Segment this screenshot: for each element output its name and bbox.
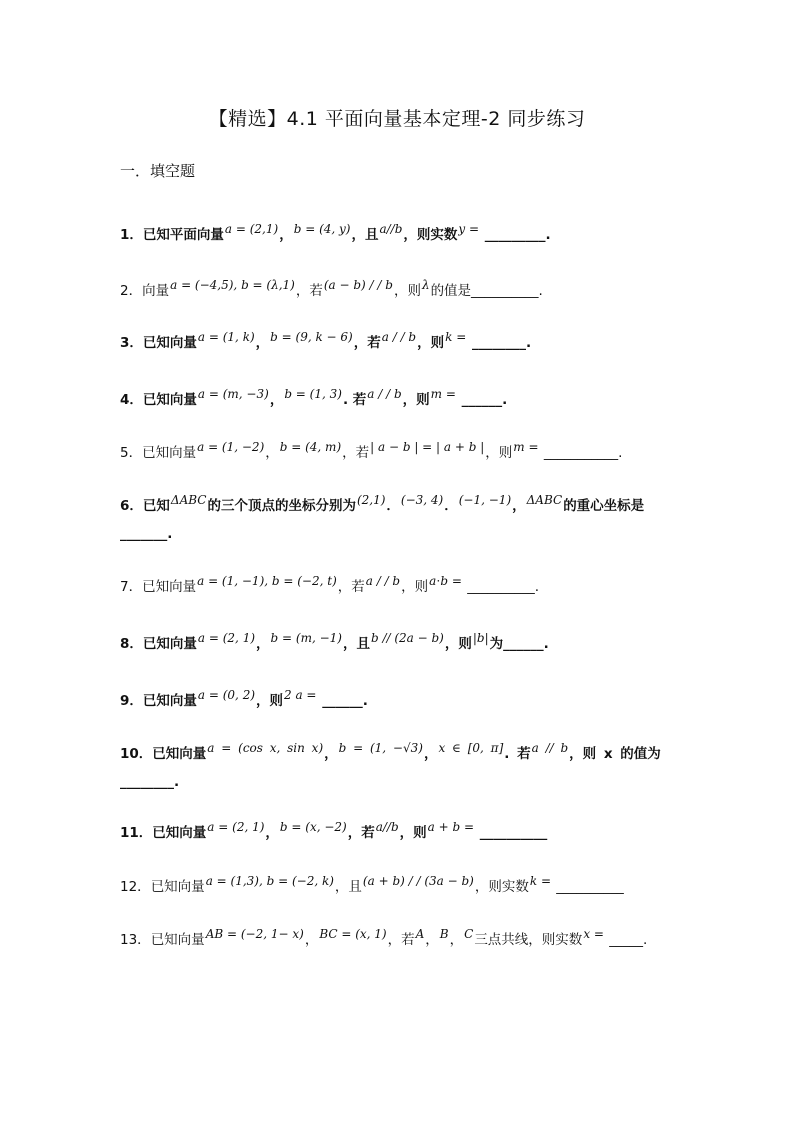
question-text: 已知向量 <box>142 693 197 709</box>
answer-blank: ______. <box>317 693 368 709</box>
question-number: 8． <box>120 636 143 652</box>
question-5 <box>120 440 680 466</box>
question-text: ， <box>279 227 293 243</box>
question-text: 已知向量 <box>150 879 205 895</box>
question-text: ， <box>255 335 270 351</box>
question-8 <box>120 631 680 657</box>
question-text: 已知平面向量 <box>142 227 224 243</box>
math-expression: BC = (x, 1) <box>319 927 387 941</box>
question-7 <box>120 574 680 600</box>
question-11 <box>120 820 680 846</box>
answer-blank: _____. <box>604 932 648 948</box>
question-4 <box>120 387 680 413</box>
question-12 <box>120 874 680 900</box>
question-text: ，则 <box>485 445 513 461</box>
math-expression: a / / b <box>381 330 417 344</box>
math-expression: b = (4, y) <box>293 222 351 236</box>
math-expression: ΔABC <box>526 493 563 507</box>
math-expression: (a + b) / / (3a − b) <box>362 874 474 888</box>
math-expression: b = (1, 3) <box>284 387 342 401</box>
question-text: ，若 <box>347 825 375 841</box>
math-expression: x ∈ [0, π] <box>438 741 504 755</box>
math-expression: m = <box>513 440 539 454</box>
math-expression: A <box>415 927 425 941</box>
question-number: 3． <box>120 335 143 351</box>
answer-blank: 的值是__________. <box>430 283 543 299</box>
question-number: 13． <box>120 932 151 948</box>
question-text: ， <box>423 746 438 762</box>
question-text: ，若 <box>353 335 381 351</box>
math-expression: (2,1) <box>356 493 386 507</box>
math-expression: a = (2, 1) <box>207 820 265 834</box>
answer-blank: 为______. <box>489 636 549 652</box>
math-expression: |b| <box>472 631 489 645</box>
question-text: ，若 <box>337 579 365 595</box>
question-text: ，则 <box>393 283 421 299</box>
math-expression: a = (2,1) <box>224 222 279 236</box>
answer-blank: _________. <box>480 227 551 243</box>
math-expression: x = <box>583 927 604 941</box>
question-text: 已知向量 <box>142 579 197 595</box>
question-number: 2． <box>120 283 143 299</box>
question-text: ， <box>304 932 319 948</box>
page-title: 【精选】4.1 平面向量基本定理-2 同步练习 <box>208 108 586 130</box>
math-expression: b = (1, −√3) <box>338 741 423 755</box>
question-text: ，若 <box>295 283 323 299</box>
answer-blank: ______. <box>456 392 508 408</box>
question-text: . 若 <box>504 746 531 762</box>
math-expression: a//b <box>375 820 399 834</box>
math-expression: a = (1, k) <box>197 330 255 344</box>
math-expression: k = <box>445 330 467 344</box>
math-expression: a = (m, −3) <box>197 387 269 401</box>
question-text: ，则 <box>401 579 429 595</box>
math-expression: AB = (−2, 1− x) <box>205 927 304 941</box>
math-expression: y = <box>458 222 480 236</box>
math-expression: a⋅b = <box>429 574 462 588</box>
question-text: 已知向量 <box>152 825 207 841</box>
math-expression: a = (−4,5), b = (λ,1) <box>170 278 295 292</box>
question-number: 5． <box>120 445 143 461</box>
question-text: ，且 <box>351 227 379 243</box>
question-text: ，则实数 <box>403 227 458 243</box>
math-expression: a = (1, −1), b = (−2, t) <box>197 574 337 588</box>
question-text: ，则 <box>417 335 445 351</box>
math-expression: a = (0, 2) <box>197 688 256 702</box>
answer-blank: ___________. <box>539 445 623 461</box>
question-number: 12． <box>120 879 151 895</box>
answer-blank: 的重心坐标是_______. <box>120 498 645 542</box>
question-text: ． <box>386 498 400 514</box>
question-text: ， <box>324 746 338 762</box>
math-expression: (−3, 4) <box>400 493 444 507</box>
question-text: 已知向量 <box>150 932 205 948</box>
math-expression: λ <box>421 278 430 292</box>
question-text: ， <box>449 932 464 948</box>
math-expression: a//b <box>379 222 403 236</box>
question-text: ， <box>269 392 284 408</box>
question-text: ， <box>512 498 526 514</box>
question-text: ，若 <box>387 932 415 948</box>
question-text: ，则 <box>256 693 284 709</box>
question-number: 10． <box>120 746 153 762</box>
question-text: ，则 <box>444 636 472 652</box>
question-3 <box>120 330 680 356</box>
question-10 <box>120 740 680 796</box>
question-text: 三点共线，则实数 <box>474 932 583 948</box>
question-number: 11． <box>120 825 153 841</box>
math-expression: B <box>439 927 449 941</box>
question-text: ，则 <box>399 825 427 841</box>
question-6 <box>120 492 680 548</box>
math-expression: a / / b <box>365 574 401 588</box>
question-1 <box>120 222 680 248</box>
question-text: ，若 <box>342 445 370 461</box>
question-text: 的三个顶点的坐标分别为 <box>207 498 356 514</box>
math-expression: k = <box>529 874 551 888</box>
question-text: ， <box>425 932 439 948</box>
question-text: . 若 <box>342 392 367 408</box>
math-expression: b // (2a − b) <box>370 631 444 645</box>
question-text: 已知向量 <box>142 335 197 351</box>
math-expression: a + b = <box>427 820 475 834</box>
question-text: 向量 <box>142 283 170 299</box>
math-expression: a / / b <box>367 387 402 401</box>
math-expression: a = (2, 1) <box>197 631 256 645</box>
question-number: 7． <box>120 579 143 595</box>
math-expression: b = (x, −2) <box>279 820 347 834</box>
math-expression: m = <box>430 387 456 401</box>
math-expression: (−1, −1) <box>458 493 512 507</box>
math-expression: (a − b) / / b <box>323 278 393 292</box>
question-text: 已知向量 <box>142 636 197 652</box>
question-text: ，则实数 <box>474 879 529 895</box>
question-number: 1． <box>120 227 143 243</box>
question-text: ，则 <box>402 392 430 408</box>
question-number: 4． <box>120 392 143 408</box>
answer-blank: ，则 x 的值为________. <box>120 746 661 790</box>
answer-blank: __________ <box>475 825 548 841</box>
answer-blank: __________ <box>552 879 624 895</box>
question-13 <box>120 926 680 954</box>
question-text: 已知 <box>142 498 170 514</box>
question-text: ，且 <box>342 636 370 652</box>
math-expression: C <box>464 927 474 941</box>
math-expression: b = (m, −1) <box>270 631 342 645</box>
math-expression: a = (cos x, sin x) <box>207 741 324 755</box>
math-expression: a // b <box>531 741 569 755</box>
question-text: ，且 <box>334 879 362 895</box>
question-text: ， <box>265 445 279 461</box>
math-expression: | a − b | = | a + b | <box>370 440 485 454</box>
math-expression: b = (4, m) <box>279 440 342 454</box>
question-text: ， <box>265 825 279 841</box>
question-number: 9． <box>120 693 143 709</box>
answer-blank: ________. <box>467 335 532 351</box>
question-text: 已知向量 <box>152 746 207 762</box>
question-text: ． <box>444 498 458 514</box>
question-2 <box>120 278 680 304</box>
answer-blank: __________. <box>462 579 540 595</box>
question-text: 已知向量 <box>142 392 197 408</box>
math-expression: a = (1, −2) <box>197 440 265 454</box>
question-number: 6． <box>120 498 143 514</box>
section-heading: 一．填空题 <box>120 162 196 180</box>
math-expression: b = (9, k − 6) <box>270 330 353 344</box>
question-text: 已知向量 <box>142 445 197 461</box>
question-9 <box>120 688 680 714</box>
math-expression: ΔABC <box>170 493 207 507</box>
question-text: ， <box>256 636 270 652</box>
math-expression: a = (1,3), b = (−2, k) <box>205 874 334 888</box>
math-expression: 2 a = <box>284 688 317 702</box>
